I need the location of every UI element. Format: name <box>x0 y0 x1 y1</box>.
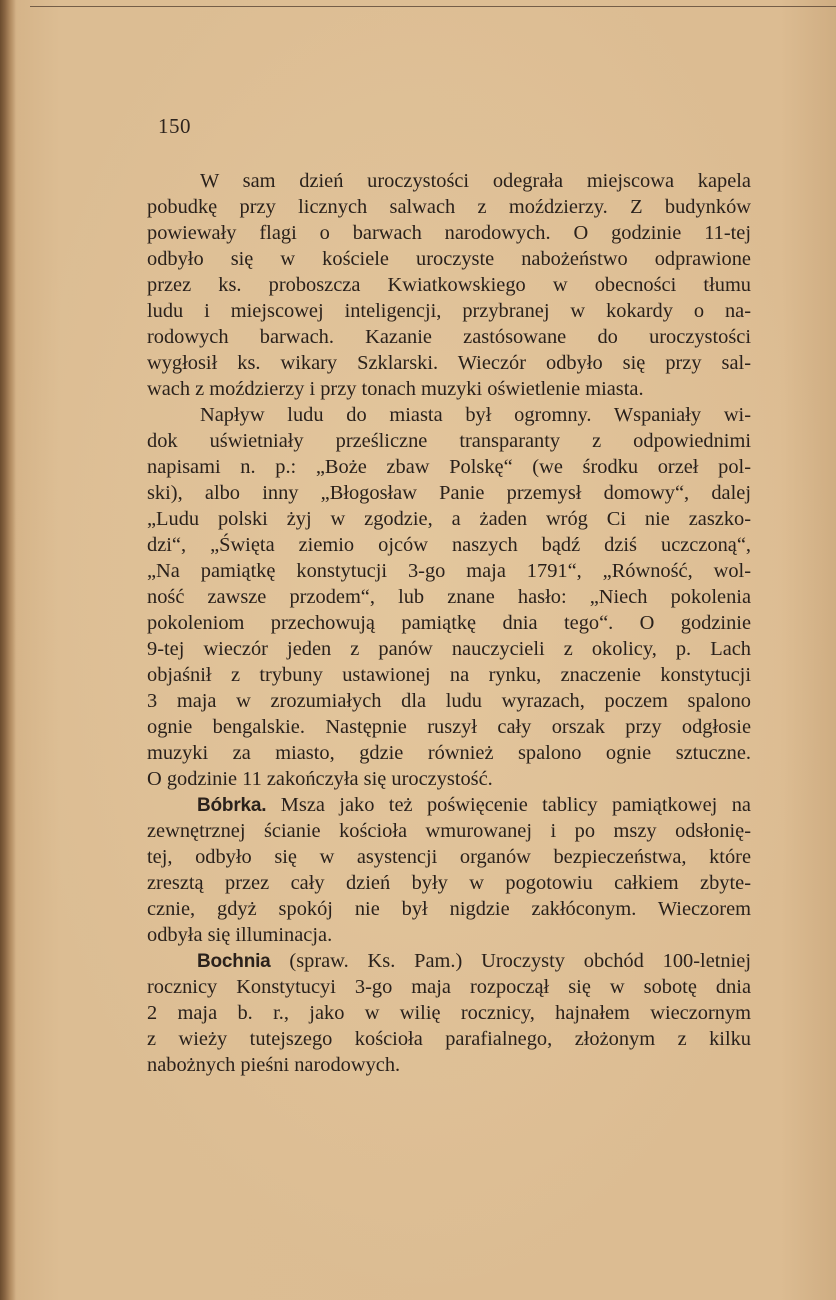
text-line: zresztą przez cały dzień były w pogotowiu całkiem zbyte- <box>147 872 751 894</box>
paragraph-bochnia <box>147 948 751 1078</box>
text-line: rodowych barwach. Kazanie zastósowane do uroczystości <box>147 326 751 348</box>
text-line: odbyło się w kościele uroczyste nabożeństwo odprawione <box>147 248 751 270</box>
text-line: wygłosił ks. wikary Szklarski. Wieczór odbyło się przy sal- <box>147 352 751 374</box>
text-line: wach z moździerzy i przy tonach muzyki oświetlenie miasta. <box>147 378 644 400</box>
text-line: ność zawsze przodem“, lub znane hasło: „Niech pokolenia <box>147 586 751 608</box>
page-number: 150 <box>158 114 191 138</box>
text-line: O godzinie 11 zakończyła się uroczystość. <box>147 768 493 790</box>
binding-edge <box>0 0 16 1300</box>
text-line: przez ks. proboszcza Kwiatkowskiego w obecności tłumu <box>147 274 751 296</box>
text-line: pokoleniom przechowują pamiątkę dnia tego“. O godzinie <box>147 612 751 634</box>
text-line: rocznicy Konstytucyi 3-go maja rozpoczął się w sobotę dnia <box>147 976 751 998</box>
text-fragment: (spraw. Ks. Pam.) Uroczysty obchód 100-letniej <box>289 950 751 972</box>
text-fragment: Msza jako też poświęcenie tablicy pamiątkowej na <box>280 794 751 816</box>
text-line: muzyki za miasto, gdzie również spalono ognie sztuczne. <box>147 742 751 764</box>
text-line: dzi“, „Święta ziemio ojców naszych bądź dziś uczczoną“, <box>147 534 751 556</box>
place-heading: Bochnia <box>197 951 271 972</box>
text-line: 9-tej wieczór jeden z panów nauczycieli z okolicy, p. Lach <box>147 638 751 660</box>
text-line: z wieży tutejszego kościoła parafialnego, złożonym z kilku <box>147 1028 751 1050</box>
place-heading: Bóbrka. <box>197 795 267 816</box>
text-line: odbyła się illuminacja. <box>147 924 333 946</box>
text-line: Napływ ludu do miasta był ogromny. Wspaniały wi- <box>200 404 751 426</box>
text-line: napisami n. p.: „Boże zbaw Polskę“ (we środku orzeł pol- <box>147 456 751 478</box>
body-text <box>147 168 751 1078</box>
text-line: powiewały flagi o barwach narodowych. O godzinie 11-tej <box>147 222 751 244</box>
text-line: cznie, gdyż spokój nie był nigdzie zakłóconym. Wieczorem <box>147 898 751 920</box>
text-line: 2 maja b. r., jako w wilię rocznicy, hajnałem wieczornym <box>147 1002 751 1024</box>
text-line: tej, odbyło się w asystencji organów bezpieczeństwa, które <box>147 846 751 868</box>
text-line: ludu i miejscowej inteligencji, przybranej w kokardy o na- <box>147 300 751 322</box>
text-line: dok uświetniały prześliczne transparanty z odpowiednimi <box>147 430 751 452</box>
text-line: „Ludu polski żyj w zgodzie, a żaden wróg Ci nie zaszko- <box>147 508 751 530</box>
text-line: 3 maja w zrozumiałych dla ludu wyrazach, poczem spalono <box>147 690 751 712</box>
text-line: W sam dzień uroczystości odegrała miejscowa kapela <box>200 170 751 192</box>
text-line: ski), albo inny „Błogosław Panie przemysł domowy“, dalej <box>147 482 751 504</box>
top-rule <box>30 6 836 7</box>
text-line: nabożnych pieśni narodowych. <box>147 1054 401 1076</box>
text-line <box>147 792 751 818</box>
text-line: „Na pamiątkę konstytucji 3-go maja 1791“, „Równość, wol- <box>147 560 751 582</box>
text-line: ognie bengalskie. Następnie ruszył cały orszak przy odgłosie <box>147 716 751 738</box>
text-line: pobudkę przy licznych salwach z moździerzy. Z budynków <box>147 196 751 218</box>
paragraph-bobrka <box>147 792 751 948</box>
paragraph-1 <box>147 168 751 402</box>
text-line: zewnętrznej ścianie kościoła wmurowanej i po mszy odsłonię- <box>147 820 751 842</box>
paragraph-2 <box>147 402 751 792</box>
text-line: objaśnił z trybuny ustawionej na rynku, znaczenie konstytucji <box>147 664 751 686</box>
text-line <box>147 948 751 974</box>
